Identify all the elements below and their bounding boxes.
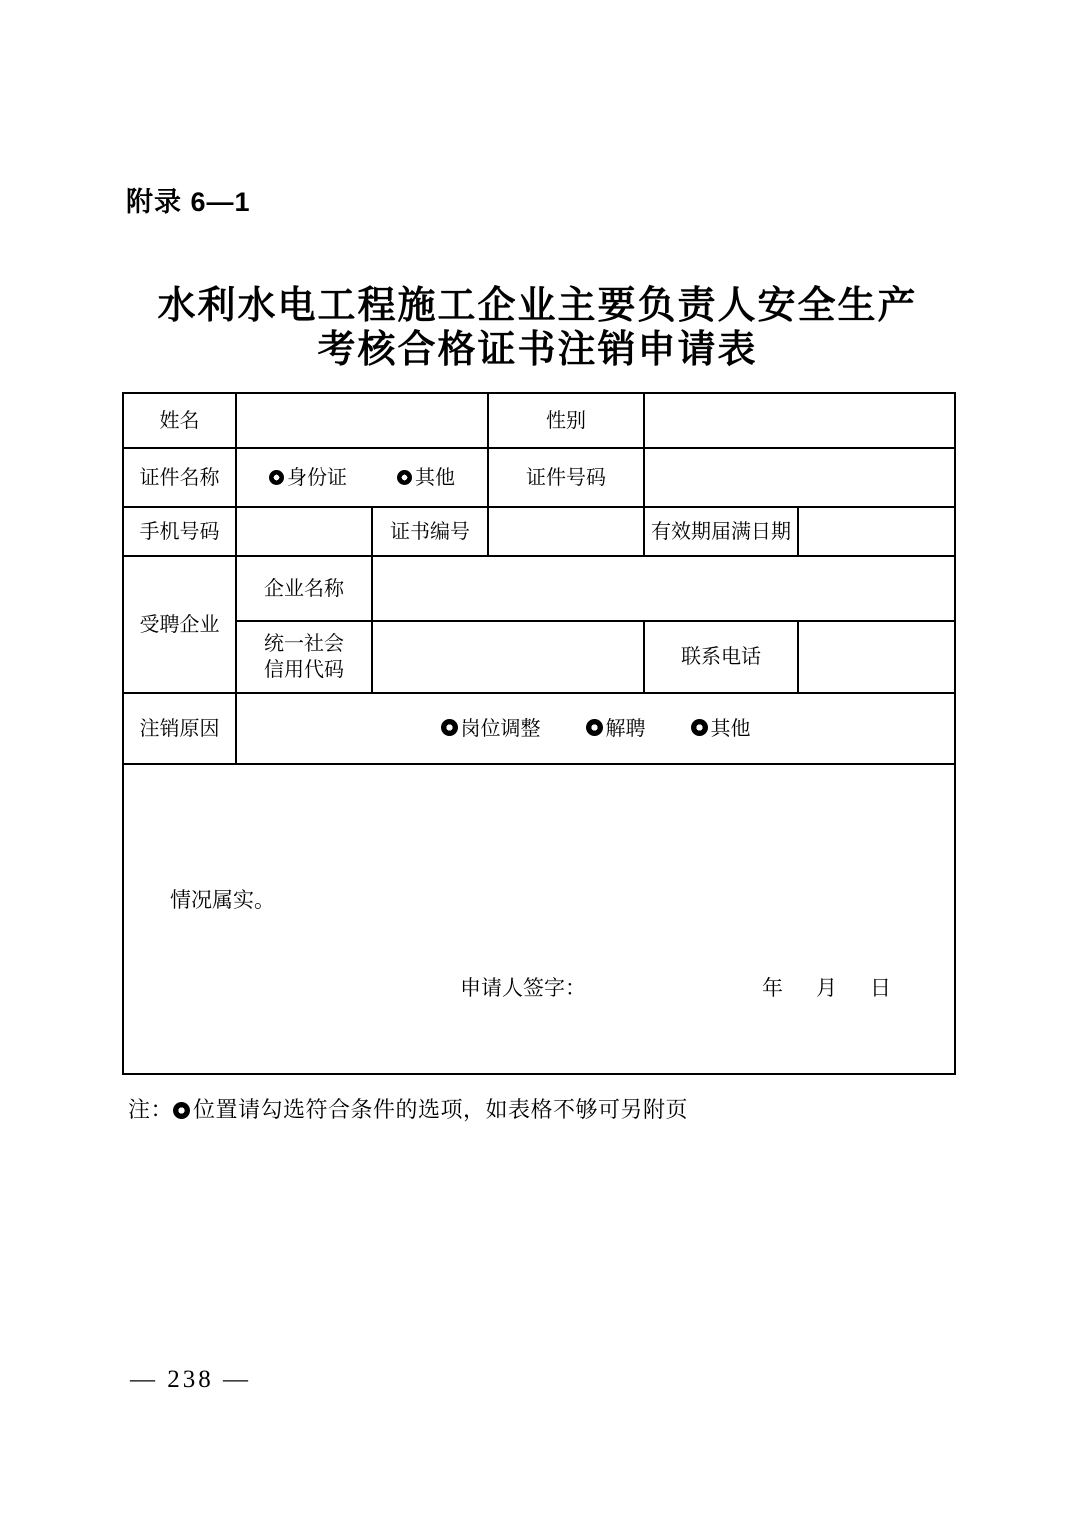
gender-value-cell <box>644 393 955 448</box>
appendix-label: 附录 6—1 <box>126 187 251 217</box>
name-value-cell <box>236 393 488 448</box>
cancel-reason-options-cell <box>236 693 955 764</box>
uscc-label-line2: 信用代码 <box>264 659 344 681</box>
gender-label-cell: 性别 <box>488 393 644 448</box>
cancel-reason-label-cell: 注销原因 <box>123 693 236 764</box>
footnote-prefix: 注： <box>128 1097 174 1122</box>
mobile-label-cell: 手机号码 <box>123 507 236 556</box>
company-name-label-cell: 企业名称 <box>236 556 372 621</box>
cert-type-options-cell <box>236 448 488 507</box>
table-row <box>123 556 955 621</box>
cert-no-label-cell: 证件号码 <box>488 448 644 507</box>
option-label: 身份证 <box>287 466 347 489</box>
check-circle-icon <box>269 470 284 485</box>
company-name-value-cell <box>372 556 955 621</box>
table-row <box>123 507 955 556</box>
cert-no-value-cell <box>644 448 955 507</box>
expiry-value-cell <box>798 507 955 556</box>
statement-cell <box>123 764 955 1074</box>
day-label: 日 <box>870 976 891 1000</box>
check-circle-icon <box>691 719 708 736</box>
option-position-change <box>441 718 541 740</box>
uscc-value-cell <box>372 621 644 693</box>
uscc-label-line1: 统一社会 <box>264 633 344 655</box>
option-label: 岗位调整 <box>460 717 541 740</box>
cert-name-label-cell: 证件名称 <box>123 448 236 507</box>
table-row <box>123 764 955 1074</box>
name-label-cell: 姓名 <box>123 393 236 448</box>
option-dismissal <box>586 718 646 740</box>
table-row <box>123 448 955 507</box>
page-title <box>0 284 1075 372</box>
year-label: 年 <box>762 976 783 1000</box>
footnote <box>128 1093 688 1124</box>
check-circle-icon <box>173 1102 190 1119</box>
cert-serial-label-cell: 证书编号 <box>372 507 488 556</box>
contact-phone-value-cell <box>798 621 955 693</box>
table-row <box>123 393 955 448</box>
mobile-value-cell <box>236 507 372 556</box>
page-title-line2: 考核合格证书注销申请表 <box>317 329 758 371</box>
option-other-reason <box>691 718 751 740</box>
uscc-label-cell <box>236 621 372 693</box>
application-table <box>122 392 956 1075</box>
table-row <box>123 693 955 764</box>
month-label: 月 <box>816 976 837 1000</box>
contact-phone-label-cell: 联系电话 <box>644 621 798 693</box>
signature-label: 申请人签字： <box>460 976 586 1000</box>
check-circle-icon <box>586 719 603 736</box>
check-circle-icon <box>441 719 458 736</box>
page-title-line1: 水利水电工程施工企业主要负责人安全生产 <box>157 285 918 327</box>
cert-serial-value-cell <box>488 507 644 556</box>
page-number: — 238 — <box>130 1366 251 1393</box>
option-id-card <box>269 467 347 489</box>
statement-text: 情况属实。 <box>170 888 275 912</box>
option-label: 其他 <box>415 466 455 489</box>
signature-line <box>460 975 891 1001</box>
expiry-label-cell: 有效期届满日期 <box>644 507 798 556</box>
check-circle-icon <box>397 470 412 485</box>
footnote-text: 位置请勾选符合条件的选项，如表格不够可另附页 <box>193 1097 689 1122</box>
employer-label-cell: 受聘企业 <box>123 556 236 693</box>
option-label: 其他 <box>710 717 751 740</box>
table-row <box>123 621 955 693</box>
option-other-cert <box>397 467 455 489</box>
option-label: 解聘 <box>605 717 646 740</box>
